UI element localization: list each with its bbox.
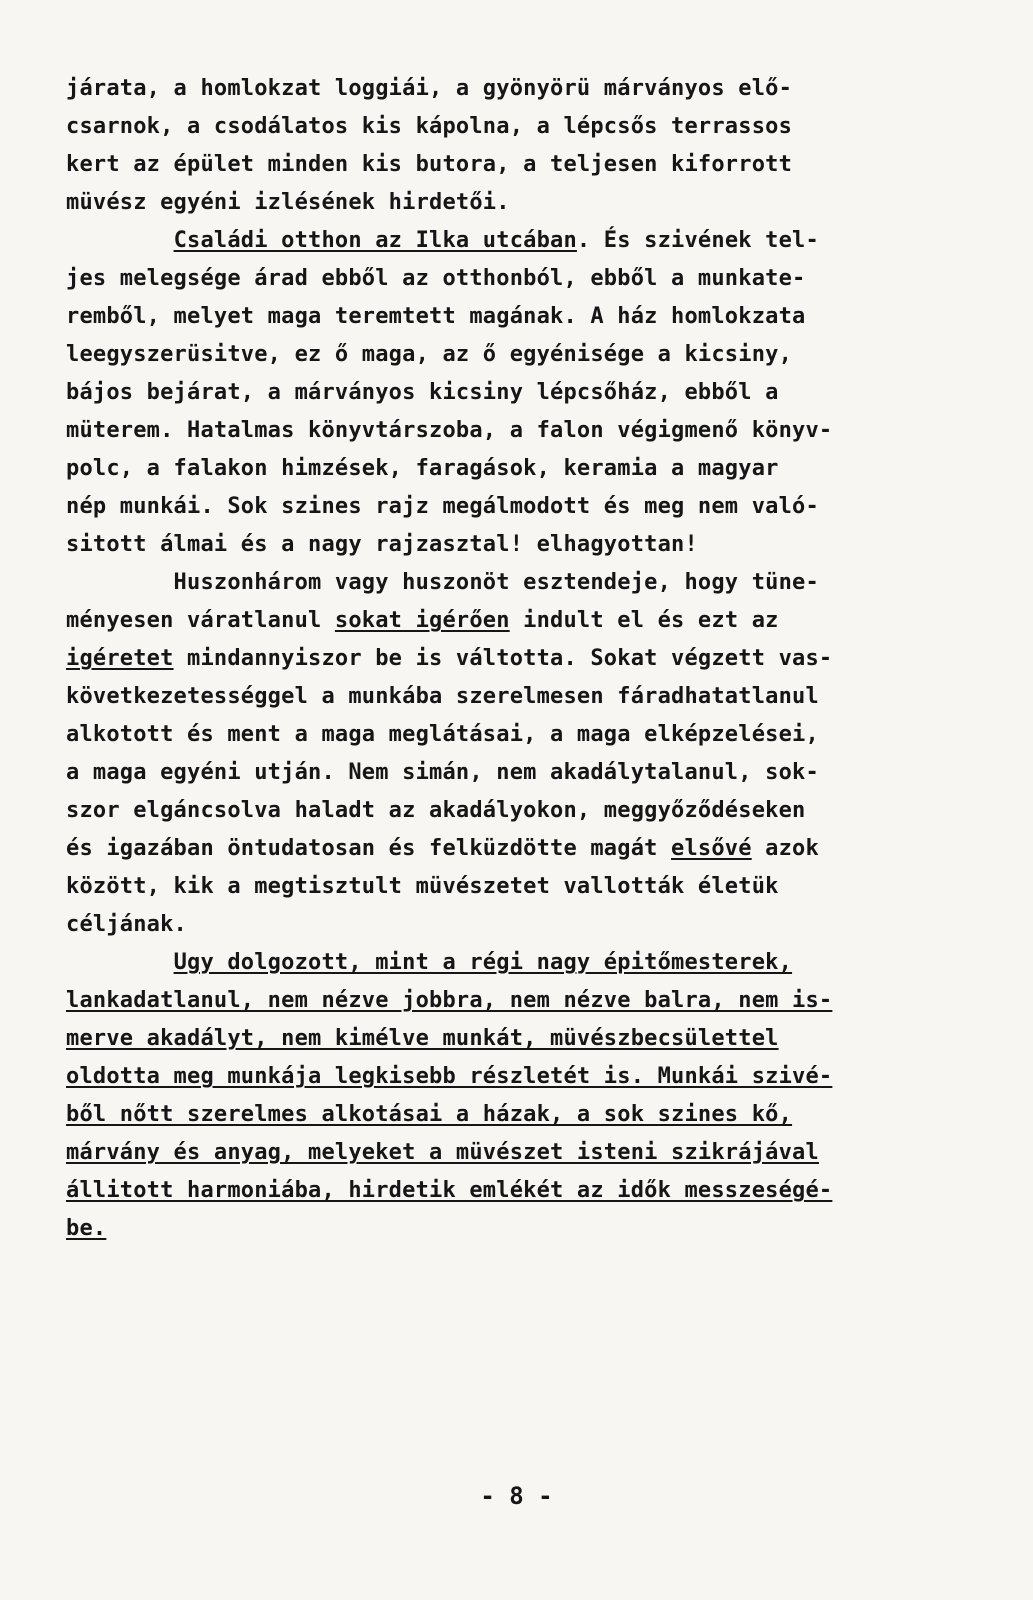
text-line: nép munkái. Sok szines rajz megálmodott és meg nem való- — [66, 494, 819, 519]
text-line: céljának. — [66, 912, 188, 937]
text-line: szor elgáncsolva haladt az akadályokon, meggyőződéseken — [66, 798, 806, 823]
line-text: . És szivének tel- — [576, 228, 819, 253]
text-line — [66, 1020, 966, 1058]
text-line — [66, 830, 966, 868]
text-line: kert az épület minden kis butora, a teljesen kiforrott — [66, 152, 793, 177]
underlined-text: merve akadályt, nem kimélve munkát, müvészbecsülettel — [66, 1026, 779, 1051]
line-text: indult el és ezt az — [509, 608, 779, 633]
line-text: azok — [751, 836, 819, 861]
text-line — [66, 1210, 966, 1248]
text-line: között, kik a megtisztult müvészetet vallották életük — [66, 874, 779, 899]
underlined-text: oldotta meg munkája legkisebb részletét is. Munkái szivé- — [66, 1064, 833, 1089]
text-line: járata, a homlokzat loggiái, a gyönyörü márványos elő- — [66, 76, 793, 101]
underlined-text: Ugy dolgozott, mint a régi nagy épitőmesterek, — [173, 950, 793, 975]
underlined-text: igéretet — [66, 646, 174, 671]
body-text — [66, 70, 966, 1248]
text-line: alkotott és ment a maga meglátásai, a maga elképzelései, — [66, 722, 819, 747]
text-line: következetességgel a munkába szerelmesen fáradhatatlanul — [66, 684, 819, 709]
text-line — [66, 982, 966, 1020]
underlined-text: sokat igérően — [334, 608, 510, 633]
underlined-text: lankadatlanul, nem nézve jobbra, nem nézve balra, nem is- — [66, 988, 833, 1013]
underlined-text: elsővé — [671, 836, 752, 861]
text-line — [66, 944, 966, 982]
line-text — [66, 950, 174, 975]
page-number: - 8 - — [480, 1482, 553, 1510]
text-line — [66, 602, 966, 640]
text-line: bájos bejárat, a márványos kicsiny lépcsőház, ebből a — [66, 380, 779, 405]
text-line: müterem. Hatalmas könyvtárszoba, a falon végigmenő könyv- — [66, 418, 833, 443]
line-text: ményesen váratlanul — [66, 608, 335, 633]
text-line — [66, 1134, 966, 1172]
text-line: a maga egyéni utján. Nem simán, nem akadálytalanul, sok- — [66, 760, 819, 785]
text-line — [66, 1058, 966, 1096]
text-line — [66, 1172, 966, 1210]
underlined-text: állitott harmoniába, hirdetik emlékét az idők messzeségé- — [66, 1178, 833, 1203]
text-line: sitott álmai és a nagy rajzasztal! elhagyottan! — [66, 532, 698, 557]
text-line — [66, 640, 966, 678]
line-text: és igazában öntudatosan és felküzdötte magát — [66, 836, 672, 861]
text-line: Huszonhárom vagy huszonöt esztendeje, hogy tüne- — [66, 570, 819, 595]
text-line: csarnok, a csodálatos kis kápolna, a lépcsős terrassos — [66, 114, 793, 139]
text-line: jes melegsége árad ebből az otthonból, ebből a munkate- — [66, 266, 806, 291]
underlined-text: márvány és anyag, melyeket a müvészet isteni szikrájával — [66, 1140, 819, 1165]
line-text: mindannyiszor be is váltotta. Sokat végzett vas- — [173, 646, 833, 671]
text-line: polc, a falakon himzések, faragások, keramia a magyar — [66, 456, 779, 481]
underlined-text: Családi otthon az Ilka utcában — [173, 228, 577, 253]
text-line: remből, melyet maga teremtett magának. A ház homlokzata — [66, 304, 806, 329]
text-line: müvész egyéni izlésének hirdetői. — [66, 190, 510, 215]
underlined-text: be. — [66, 1216, 107, 1241]
line-text — [66, 228, 174, 253]
text-line — [66, 1096, 966, 1134]
underlined-text: ből nőtt szerelmes alkotásai a házak, a sok szines kő, — [66, 1102, 793, 1127]
text-line: leegyszerüsitve, ez ő maga, az ő egyénisége a kicsiny, — [66, 342, 793, 367]
text-line — [66, 222, 966, 260]
